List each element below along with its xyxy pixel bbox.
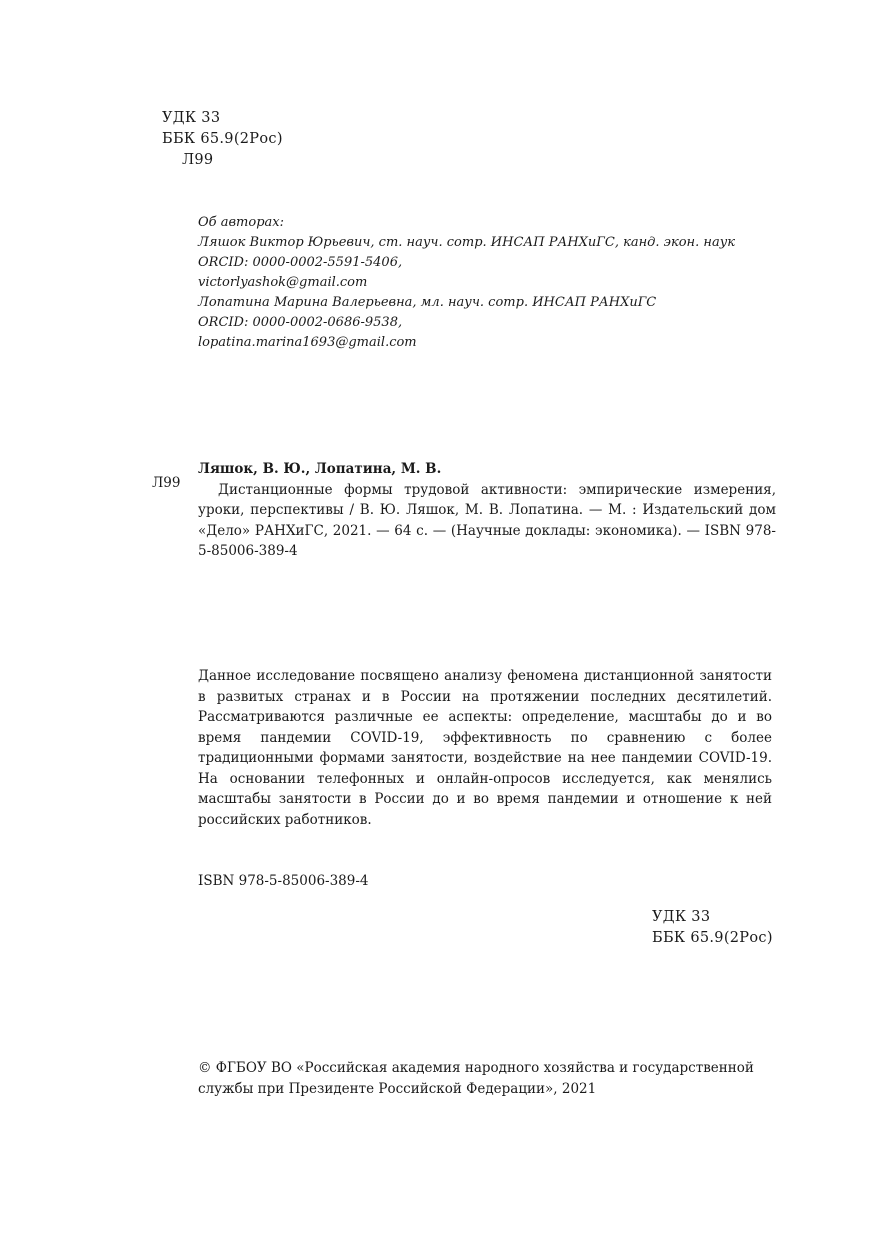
biblio-description: Дистанционные формы трудовой активности: эмпирические измерения, уроки, перспективы / В. Ю. Ляшок, М. В. Лопатина. — М. : Издательский дом «Дело» РАНХиГС, 2021. — 64 с. — (Научные доклады: экономика). — ISBN 978-5-85006-389-4	[198, 481, 776, 559]
author1-email: victorlyashok@gmail.com	[198, 275, 368, 290]
author-index: Л99	[182, 152, 214, 168]
classification-bottom	[652, 907, 773, 949]
bbk-code: ББК 65.9(2Рос)	[162, 131, 283, 147]
author2-orcid: ORCID: 0000-0002-0686-9538,	[198, 315, 403, 330]
abstract: Данное исследование посвящено анализу феномена дистанционной занятости в развитых странах и в России на протяжении последних десятилетий. Рассматриваются различные ее аспекты: определение, масштабы до и во время пандемии COVID-19, эффективность по сравнению с более традиционными формами занятости, воздействие на нее пандемии COVID-19. На основании телефонных и онлайн-опросов исследуется, как менялись масштабы занятости в России до и во время пандемии и отношение к ней российских работников.	[198, 668, 772, 828]
udk-code-bottom: УДК 33	[652, 909, 711, 925]
author1-orcid: ORCID: 0000-0002-5591-5406,	[198, 255, 403, 270]
about-authors-heading: Об авторах:	[198, 215, 284, 230]
bibliographic-record	[198, 459, 776, 562]
author2-email: lopatina.marina1693@gmail.com	[198, 335, 417, 350]
biblio-code: Л99	[152, 475, 181, 491]
author1-name: Ляшок Виктор Юрьевич, ст. науч. сотр. ИНСАП РАНХиГС, канд. экон. наук	[198, 235, 735, 250]
about-authors	[198, 213, 735, 353]
biblio-authors: Ляшок, В. Ю., Лопатина, М. В.	[198, 461, 442, 477]
copyright: © ФГБОУ ВО «Российская академия народного хозяйства и государственной службы при Президенте Российской Федерации», 2021	[198, 1060, 754, 1097]
udk-code: УДК 33	[162, 110, 221, 126]
isbn: ISBN 978-5-85006-389-4	[198, 873, 369, 889]
bbk-code-bottom: ББК 65.9(2Рос)	[652, 930, 773, 946]
classification-top	[162, 108, 283, 171]
author2-name: Лопатина Марина Валерьевна, мл. науч. сотр. ИНСАП РАНХиГС	[198, 295, 657, 310]
